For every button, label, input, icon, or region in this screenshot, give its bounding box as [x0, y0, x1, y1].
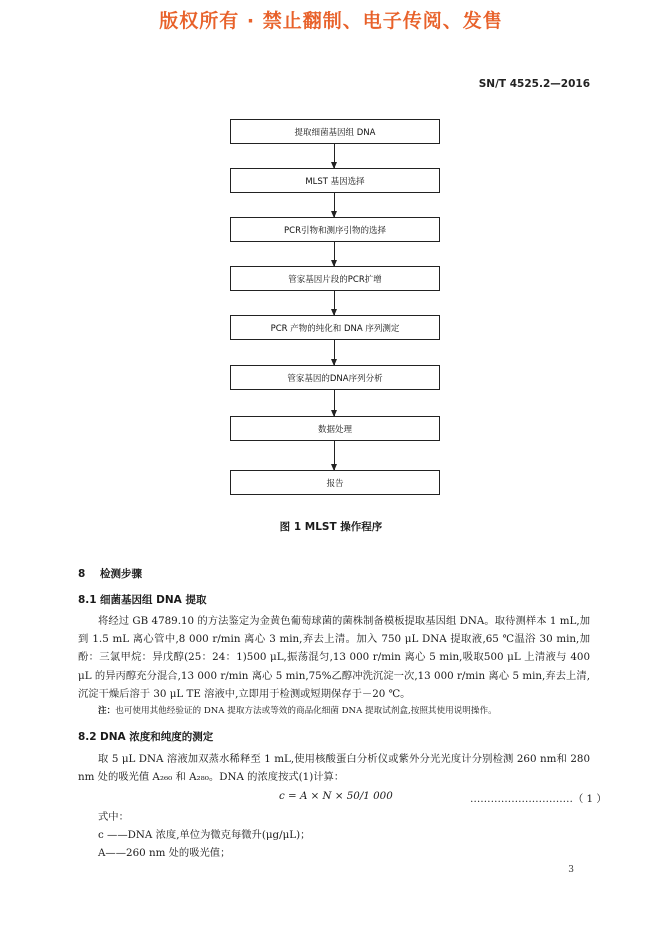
note-text: 也可使用其他经验证的 DNA 提取方法或等效的商品化细菌 DNA 提取试剂盒,按照其使用说明操作。 [115, 706, 497, 716]
section-8-2-paragraph: 取 5 μL DNA 溶液加双蒸水稀释至 1 mL,使用核酸蛋白分析仪或紫外分光光度计分别检测 260 nm和 280 nm 处的吸光值 A₂₆₀ 和 A₂₈₀。DNA 的浓度按式(1)计算： [78, 753, 590, 784]
definition-c: c ——DNA 浓度,单位为微克每微升(μg/μL)； [98, 829, 311, 841]
section-8-1-paragraph: 将经过 GB 4789.10 的方法鉴定为金黄色葡萄球菌的菌株制备模板提取基因组 DNA。取待测样本 1 mL,加到 1.5 mL 离心管中,8 000 r/min 离心 3 min,弃去上清。加入 750 μL DNA 提取液,65 ℃温浴 30 min,加酚：三氯甲烷：异戊醇(25：24：1)500 μL,振荡混匀,13 000 r/min 离心 5 min,吸取500 μL 上清液与 400 μL 的异丙醇充分混合,13 000 r/min 离心 5 min,75%乙醇冲洗沉淀一次,13 000 r/min 离心 5 min,弃去上清,沉淀干燥后溶于 30 μL TE 溶液中,立即用于检测或短期保存于－20 ℃。 [78, 615, 590, 700]
formula: c = A × N × 50/1 000 [279, 790, 393, 802]
section-number: 8 [78, 568, 86, 580]
flow-step-primer-selection: PCR引物和测序引物的选择 [230, 217, 440, 242]
flow-step-report: 报告 [230, 470, 440, 495]
flow-arrow [334, 242, 335, 266]
flow-arrow [334, 291, 335, 315]
flow-step-extract-dna: 提取细菌基因组 DNA [230, 119, 440, 144]
page-number: 3 [568, 865, 574, 875]
section-title: 检测步骤 [100, 568, 142, 580]
flow-step-gene-selection: MLST 基因选择 [230, 168, 440, 193]
section-8-2-heading [78, 729, 213, 744]
flow-step-purification-sequencing: PCR 产物的纯化和 DNA 序列测定 [230, 315, 440, 340]
flow-arrow [334, 340, 335, 365]
section-number: 8.2 [78, 731, 97, 743]
flow-step-data-processing: 数据处理 [230, 416, 440, 441]
flow-step-sequence-analysis: 管家基因的DNA序列分析 [230, 365, 440, 390]
note [98, 704, 598, 718]
figure-caption: 图 1 MLST 操作程序 [279, 521, 383, 533]
section-title: 细菌基因组 DNA 提取 [100, 594, 207, 606]
section-8-heading [78, 566, 142, 581]
section-8-1-heading [78, 592, 206, 607]
section-title: DNA 浓度和纯度的测定 [100, 731, 214, 743]
flow-arrow [334, 193, 335, 217]
copyright-banner: 版权所有 · 禁止翻制、电子传阅、发售 [159, 10, 503, 32]
flow-step-pcr-amplification: 管家基因片段的PCR扩增 [230, 266, 440, 291]
where-label: 式中： [98, 811, 129, 823]
note-label: 注： [98, 706, 116, 716]
definition-a: A——260 nm 处的吸光值； [98, 847, 231, 859]
section-number: 8.1 [78, 594, 97, 606]
flow-arrow [334, 144, 335, 168]
flow-arrow [334, 441, 335, 470]
formula-number: …………………………（ 1 ） [470, 793, 607, 805]
flow-arrow [334, 390, 335, 416]
standard-code: SN/T 4525.2—2016 [478, 78, 590, 90]
